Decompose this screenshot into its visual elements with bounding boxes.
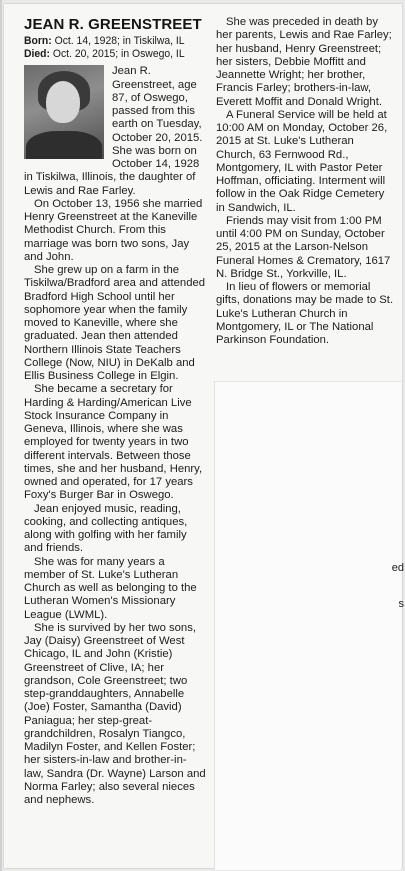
paragraph: She grew up on a farm in the Tiskilwa/Bradford area and attended Bradford High School until her sophomore year when the family moved to Kaneville, where she graduated. Jean then attended Northern Illinois State Teachers College (Now, NIU) in DeKalb and Ellis Business College in Elgin.: [24, 264, 206, 383]
paragraph: Jean R. Greenstreet, age 87, of Oswego, passed from this earth on Tuesday, October 20, 2015. She was born on October 14, 1928 in Tiskilwa, Illinois, the daughter of Lewis and Rae Farley.: [24, 65, 203, 197]
paragraph: Friends may visit from 1:00 PM until 4:00 PM on Sunday, October 25, 2015 at the Larson-Nelson Funeral Homes & Crematory, 1617 N. Bridge St., Yorkville, IL.: [216, 214, 391, 280]
died-value: Oct. 20, 2015; in Oswego, IL: [52, 48, 185, 61]
portrait-photo: [24, 65, 104, 159]
obituary-body-right: [216, 16, 396, 347]
paragraph: A Funeral Service will be held at 10:00 AM on Monday, October 26, 2015 at St. Luke's Lutheran Church, 63 Fernwood Rd., Montgomery, IL with Pastor Peter Hoffman, officiating. Interment will follow in the Oak Ridge Cemetery in Sandwich, IL.: [216, 108, 388, 214]
paragraph: Jean enjoyed music, reading, cooking, and collecting antiques, along with golfing with her family and friends.: [24, 502, 188, 555]
blank-ad-space: [214, 381, 401, 870]
born-line: [24, 35, 191, 48]
paragraph: In lieu of flowers or memorial gifts, donations may be made to St. Luke's Lutheran Church in Montgomery, IL or The National Parkinson Foundation.: [216, 281, 394, 346]
newspaper-clipping: [4, 4, 402, 868]
edge-text-fragment: ed: [391, 562, 404, 574]
paragraph: She became a secretary for Harding & Harding/American Live Stock Insurance Company in Geneva, Illinois, where she was employed for twenty years in two different intervals. Between those times, she and her husband, Henry, owned and operated, for 17 years Foxy's Burger Bar in Oswego.: [24, 383, 203, 502]
obituary-name: JEAN R. GREENSTREET: [24, 16, 202, 33]
born-label: Born:: [24, 35, 52, 47]
paragraph: She was preceded in death by her parents, Lewis and Rae Farley; her husband, Henry Greenstreet; her sisters, Debbie Moffitt and Jeannette Wright; her brother, Francis Farley; brothers-in-law, Everett Moffit and Donald Wright.: [216, 16, 392, 108]
left-column: [24, 16, 206, 807]
paragraph: On October 13, 1956 she married Henry Greenstreet at the Kaneville Methodist Church. From this marriage was born two sons, Jay and John.: [24, 197, 203, 263]
paragraph: She is survived by her two sons, Jay (Daisy) Greenstreet of West Chicago, IL and John (Kristie) Greenstreet of Clive, IA; her grandson, Cole Greenstreet; two step-granddaughters, Annabelle (Joe) Foster, Samantha (David) Paniagua; her step-great-grandchildren, Rosalyn Tiangco, Madilyn Foster, and Kellen Foster; her sisters-in-law and brother-in-law, Sandra (Dr. Wayne) Larson and Norma Farley; also several nieces and nephews.: [24, 621, 206, 807]
page-fold-edge: [0, 0, 2, 871]
obituary-body-left: [24, 61, 206, 807]
right-column: [216, 16, 396, 347]
died-line: [24, 48, 191, 61]
edge-text-fragment: s: [398, 598, 404, 610]
paragraph: She was for many years a member of St. Luke's Lutheran Church as well as belonging to the Lutheran Women's Missionary League (LWML).: [24, 555, 197, 621]
born-value: Oct. 14, 1928; in Tiskilwa, IL: [54, 35, 185, 47]
died-label: Died:: [24, 48, 50, 61]
